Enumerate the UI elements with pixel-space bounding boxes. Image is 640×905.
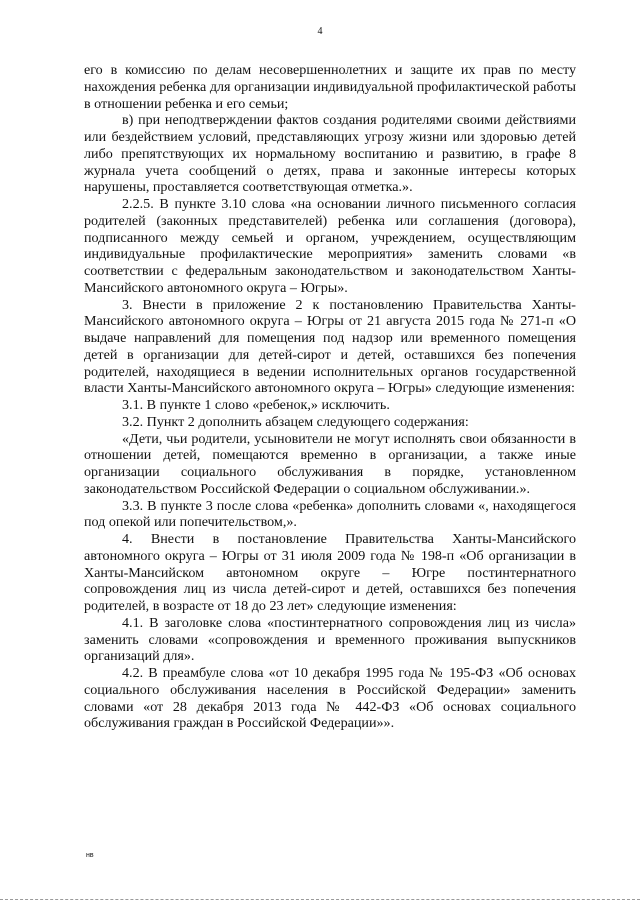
- para-item-v: в) при неподтверждении фактов создания родителями своими действиями или бездействием условий, представляющих угрозу жизни или здоровью детей либо препятствующих их нормальному воспитанию и развитию, в графе 8 журнала учета сообщений о детях, права и законные интересы которых нарушены, проставляется соответствующая отметка.».: [84, 112, 576, 196]
- para-continuation: его в комиссию по делам несовершеннолетних и защите их прав по месту нахождения ребенка для организации индивидуальной профилактической работы в отношении ребенка и его семьи;: [84, 62, 576, 112]
- document-body: [84, 62, 576, 732]
- para-3-1: 3.1. В пункте 1 слово «ребенок,» исключить.: [122, 397, 390, 413]
- para-3: 3. Внести в приложение 2 к постановлению Правительства Ханты-Мансийского автономного округа – Югры от 21 августа 2015 года № 271-п «О выдаче направлений для помещения под надзор или временного помещения детей в организации для детей-сирот и детей, оставшихся без попечения родителей, находящиеся в ведении исполнительных органов государственной власти Ханты-Мансийского автономного округа – Югры» следующие изменения:: [84, 296, 576, 397]
- para-4-1: 4.1. В заголовке слова «постинтернатного сопровождения лиц из числа» заменить словами «сопровождения и временного проживания выпускников организаций для».: [84, 614, 576, 665]
- para-3-2-quote: «Дети, чьи родители, усыновители не могут исполнять свои обязанности в отношении детей, помещаются временно в организации, а также иные организации социального обслуживания в порядке, установленном законодательством Российской Федерации о социальном обслуживании.».: [84, 430, 576, 497]
- page-number: 4: [317, 26, 323, 37]
- para-3-3: 3.3. В пункте 3 после слова «ребенка» дополнить словами «, находящегося под опекой или попечительством,».: [84, 497, 576, 531]
- scan-bottom-edge: [0, 899, 640, 902]
- para-4-2: 4.2. В преамбуле слова «от 10 декабря 1995 года № 195-ФЗ «Об основах социального обслуживания населения в Российской Федерации» заменить словами «от 28 декабря 2013 года № 442-ФЗ «Об основах социального обслуживания граждан в Российской Федерации»».: [84, 665, 576, 732]
- para-4: 4. Внести в постановление Правительства Ханты-Мансийского автономного округа – Югры от 31 июля 2009 года № 198-п «Об организации в Ханты-Мансийском автономном округе – Югре постинтернатного сопровождения лиц из числа детей-сирот и детей, оставшихся без попечения родителей, в возрасте от 18 до 23 лет» следующие изменения:: [84, 531, 576, 614]
- para-2-2-5: 2.2.5. В пункте 3.10 слова «на основании личного письменного согласия родителей (законных представителей) ребенка или соглашения (договора), подписанного между семьей и органом, учреждением, осуществляющим индивидуальные профилактические мероприятия» заменить словами «в соответствии с федеральным законодательством и законодательством Ханты-Мансийского автономного округа – Югры».: [84, 196, 576, 296]
- para-3-2: 3.2. Пункт 2 дополнить абзацем следующего содержания:: [122, 413, 469, 430]
- footer-initials: нв: [86, 852, 94, 859]
